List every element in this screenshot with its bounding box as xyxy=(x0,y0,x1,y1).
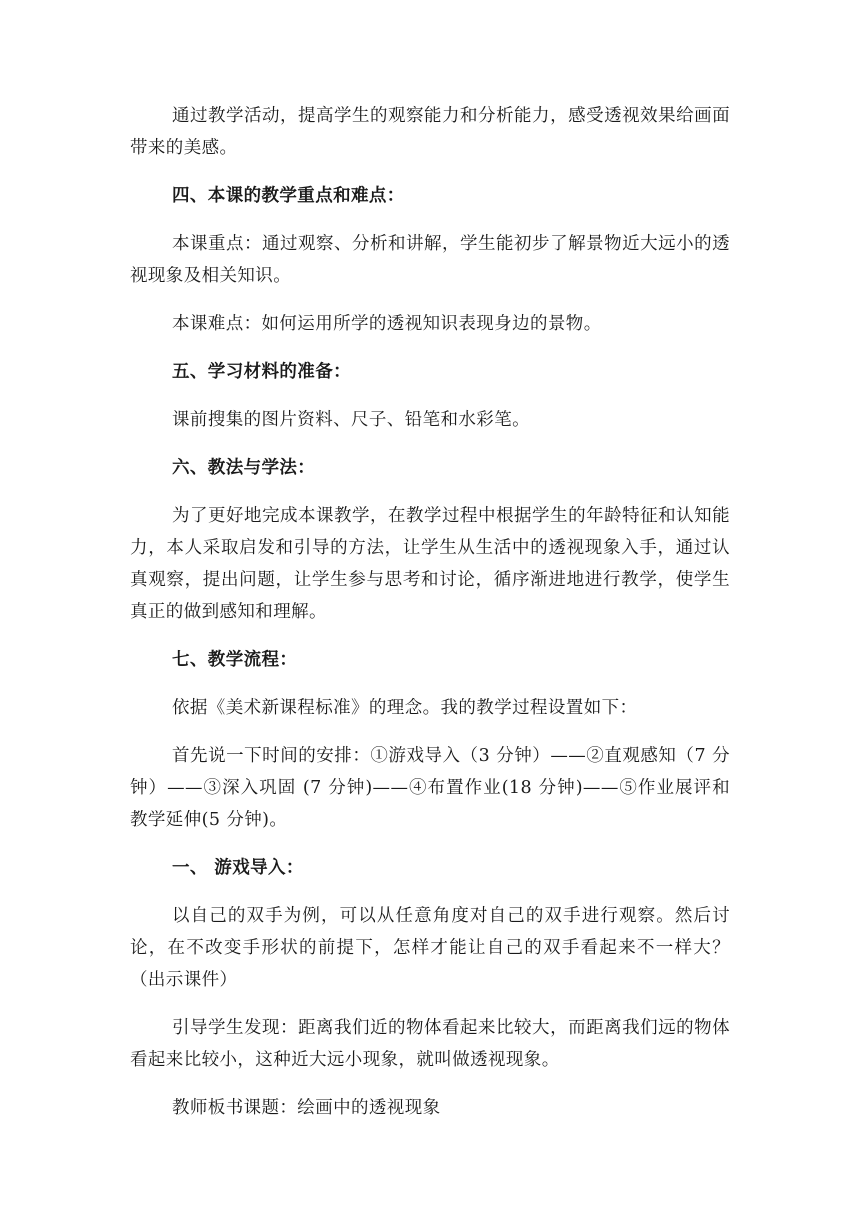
heading-key-points: 四、本课的教学重点和难点： xyxy=(172,186,405,206)
document-body xyxy=(130,100,730,1140)
paragraph-hands: 以自己的双手为例，可以从任意角度对自己的双手进行观察。然后讨论，在不改变手形状的前提下，怎样才能让自己的双手看起来不一样大？（出示课件） xyxy=(130,906,730,990)
paragraph-discovery: 引导学生发现：距离我们近的物体看起来比较大，而距离我们远的物体看起来比较小，这种近大远小现象，就叫做透视现象。 xyxy=(130,1018,730,1070)
paragraph-basis: 依据《美术新课程标准》的理念。我的教学过程设置如下： xyxy=(172,698,638,718)
heading-materials: 五、学习材料的准备： xyxy=(172,362,351,382)
heading-process: 七、教学流程： xyxy=(172,650,298,670)
paragraph-goal: 通过教学活动，提高学生的观察能力和分析能力，感受透视效果给画面带来的美感。 xyxy=(130,106,730,158)
heading-game-intro: 一、 游戏导入： xyxy=(172,858,304,878)
paragraph-materials: 课前搜集的图片资料、尺子、铅笔和水彩笔。 xyxy=(172,410,530,430)
paragraph-key-point: 本课重点：通过观察、分析和讲解，学生能初步了解景物近大远小的透视现象及相关知识。 xyxy=(130,234,730,286)
heading-methods: 六、教法与学法： xyxy=(172,458,316,478)
paragraph-methods: 为了更好地完成本课教学，在教学过程中根据学生的年龄特征和认知能力，本人采取启发和引导的方法，让学生从生活中的透视现象入手，通过认真观察，提出问题，让学生参与思考和讨论，循序渐进地进行教学，使学生真正的做到感知和理解。 xyxy=(130,506,730,622)
paragraph-board-title: 教师板书课题：绘画中的透视现象 xyxy=(172,1098,441,1118)
paragraph-difficulty: 本课难点：如何运用所学的透视知识表现身边的景物。 xyxy=(172,314,602,334)
paragraph-schedule: 首先说一下时间的安排：①游戏导入（3 分钟）——②直观感知（7 分钟）——③深入巩固 (7 分钟)——④布置作业(18 分钟)——⑤作业展评和教学延伸(5 分钟)。 xyxy=(130,746,730,830)
